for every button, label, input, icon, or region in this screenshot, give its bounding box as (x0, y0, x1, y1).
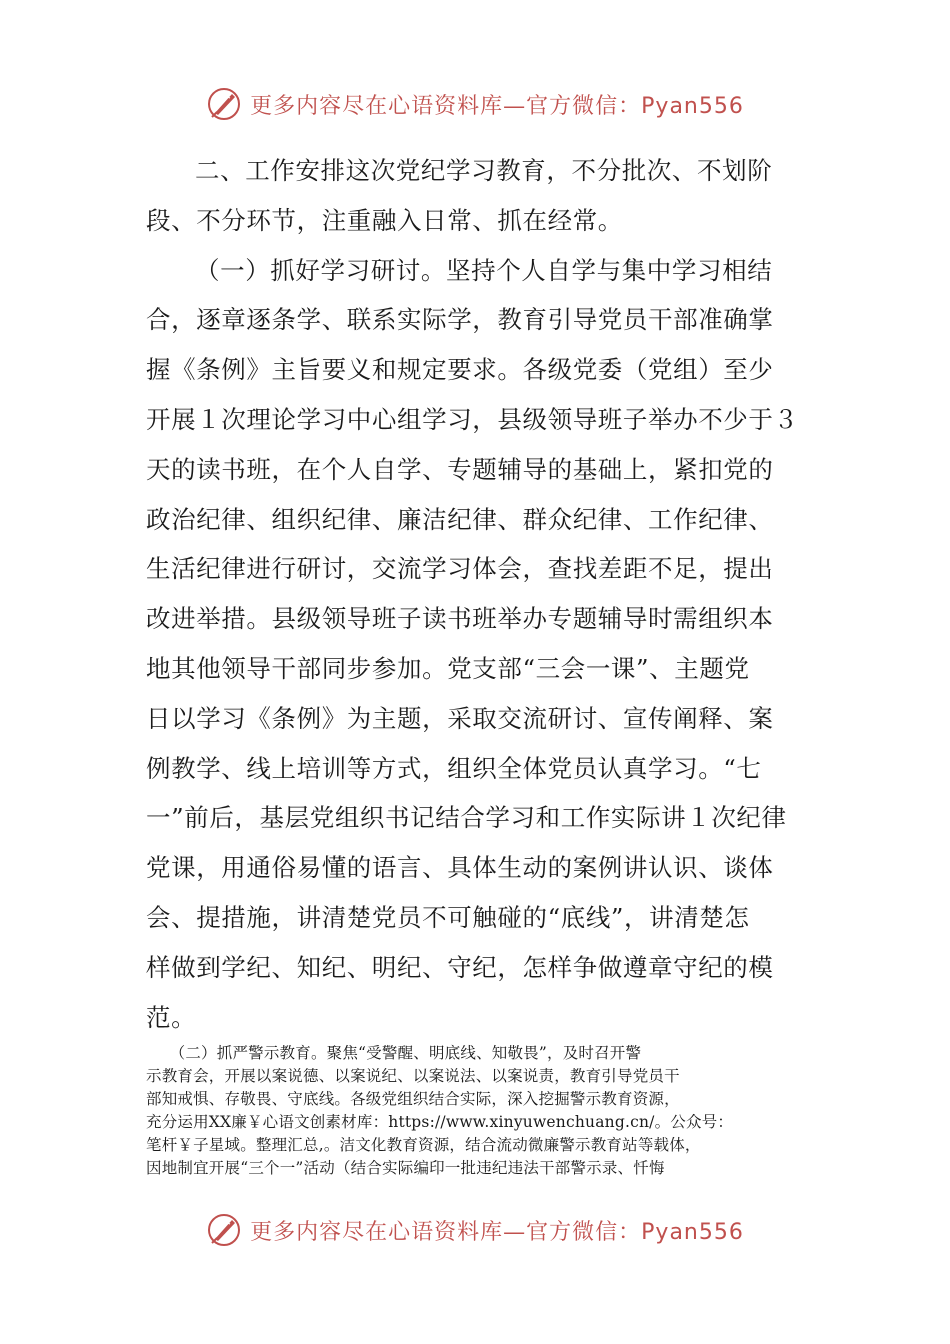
small-text-line: （二）抓严警示教育。聚焦“受警醒、明底线、知敬畏”，及时召开警 (146, 1044, 642, 1062)
watermark-text (250, 89, 744, 120)
main-body (146, 146, 806, 1042)
text-line: 段、不分环节，注重融入日常、抓在经常。 (146, 205, 623, 235)
wechat-id: Pyan556 (641, 93, 744, 119)
text-line: 地其他领导干部同步参加。党支部“三会一课”、主题党 (146, 653, 750, 683)
text-line: 改进举措。县级领导班子读书班举办专题辅导时需组织本 (146, 604, 774, 634)
text-line: 范。 (146, 1002, 197, 1032)
text-line: 握《条例》主旨要义和规定要求。各级党委（党组）至少 (146, 355, 774, 385)
small-text-line: 示教育会，开展以案说德、以案说纪、以案说法、以案说责，教育引导党员干 (146, 1067, 680, 1085)
text-line: 日以学习《条例》为主题，采取交流研讨、宣传阐释、案 (146, 703, 774, 733)
text-line: 样做到学纪、知纪、明纪、守纪，怎样争做遵章守纪的模 (146, 952, 774, 982)
small-paragraph (146, 1042, 806, 1180)
text-line: 一”前后，基层党组织书记结合学习和工作实际讲１次纪律 (146, 803, 787, 833)
text-line: 合，逐章逐条学、联系实际学，教育引导党员干部准确掌 (146, 305, 774, 335)
text-line: 生活纪律进行研讨，交流学习体会，查找差距不足，提出 (146, 554, 774, 584)
watermark-label: 更多内容尽在心语资料库—官方微信： (250, 1219, 642, 1245)
header-watermark (0, 84, 950, 124)
small-text-line: 因地制宜开展“三个一”活动（结合实际编印一批违纪违法干部警示录、忏悔 (146, 1159, 665, 1177)
watermark-group (206, 86, 744, 122)
text-line: 开展１次理论学习中心组学习，县级领导班子举办不少于３ (146, 404, 799, 434)
footer-watermark (0, 1210, 950, 1250)
text-line: 天的读书班，在个人自学、专题辅导的基础上，紧扣党的 (146, 454, 774, 484)
text-line: （一）抓好学习研讨。坚持个人自学与集中学习相结 (195, 255, 773, 285)
watermark-group (206, 1212, 744, 1248)
small-text-line: 充分运用XX廉￥心语文创素材库：https://www.xinyuwenchuang.cn/。公众号： (146, 1113, 734, 1131)
text-line: 政治纪律、组织纪律、廉洁纪律、群众纪律、工作纪律、 (146, 504, 774, 534)
text-line: 二、工作安排这次党纪学习教育，不分批次、不划阶 (195, 156, 773, 185)
watermark-text (250, 1215, 744, 1246)
text-line: 会、提措施，讲清楚党员不可触碰的“底线”，讲清楚怎 (146, 902, 750, 932)
watermark-label: 更多内容尽在心语资料库—官方微信： (250, 93, 642, 119)
small-text-line: 笔杆￥子星域。整理汇总,。洁文化教育资源，结合流动微廉警示教育站等载体， (146, 1136, 701, 1154)
small-text-line: 部知戒惧、存敬畏、守底线。各级党组织结合实际，深入挖掘警示教育资源， (146, 1090, 680, 1108)
feather-pen-icon (206, 1212, 242, 1248)
text-line: 例教学、线上培训等方式，组织全体党员认真学习。“七 (146, 753, 762, 783)
feather-pen-icon (206, 86, 242, 122)
wechat-id: Pyan556 (641, 1219, 744, 1245)
text-line: 党课，用通俗易懂的语言、具体生动的案例讲认识、谈体 (146, 853, 774, 883)
